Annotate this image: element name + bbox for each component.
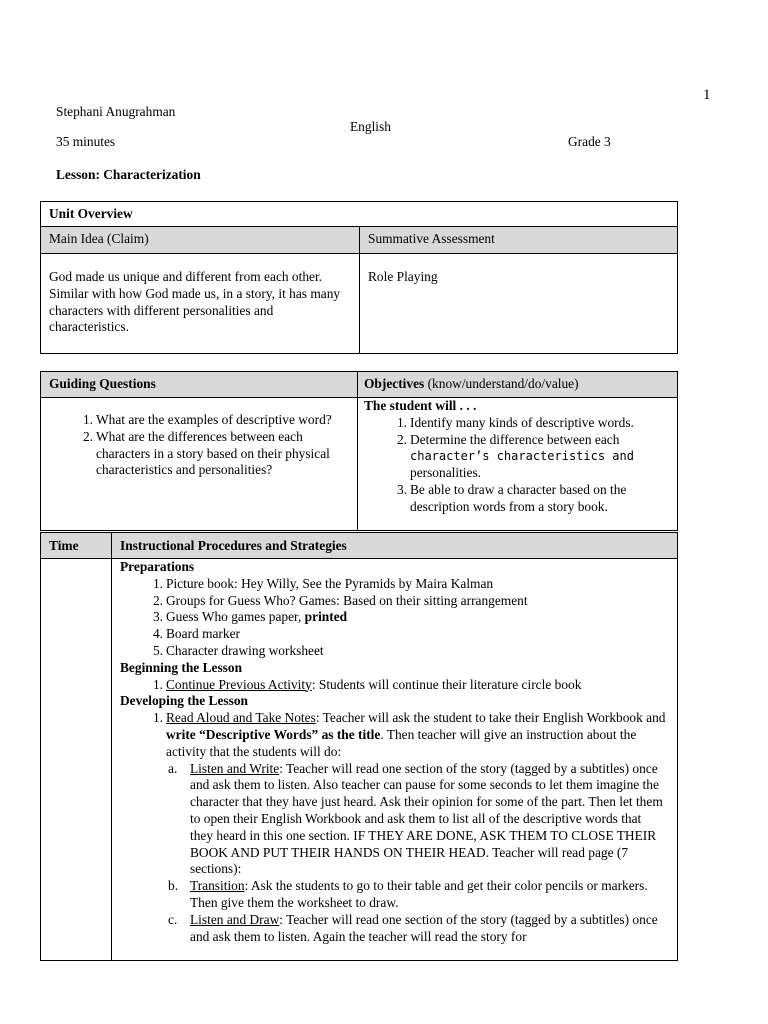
developing-sublist (120, 761, 667, 946)
list-item: 3. Guess Who games paper, printed (152, 609, 348, 625)
list-item: 1. Picture book: Hey Willy, See the Pyramids by Maira Kalman (152, 575, 494, 591)
procedures-table (40, 532, 678, 961)
procedures-cell (112, 559, 678, 961)
main-idea-header (41, 227, 360, 254)
student-will-label: The student will . . . (364, 398, 477, 413)
beginning-list (120, 677, 667, 694)
list-item: 2. What are the differences between each characters in a story based on their physical characteristics and personalities? (82, 428, 330, 478)
unit-overview-table (40, 201, 678, 354)
list-item: 1. Identify many kinds of descriptive words. (396, 414, 634, 430)
list-item: 2. Groups for Guess Who? Games: Based on their sitting arrangement (152, 592, 528, 608)
unit-overview-heading-text: Unit Overview (49, 206, 133, 221)
preparations-list (120, 576, 667, 660)
objectives-sub: (know/understand/do/value) (424, 376, 579, 391)
guiding-questions-cell (41, 398, 358, 531)
list-item: b. Transition: Ask the students to go to their table and get their color pencils or markers. Then give them the worksheet to draw. (168, 878, 648, 910)
preparations-heading: Preparations (120, 559, 195, 574)
guiding-table (40, 371, 678, 531)
list-item: 1. Read Aloud and Take Notes: Teacher will ask the student to take their English Workbook and write “Descriptive Words” as the title. Then teacher will give an instruction about the activity that the students will do: (152, 710, 666, 759)
guiding-questions-header (41, 372, 358, 398)
main-idea-text: God made us unique and different from each other. Similar with how God made us, in a story, it has many characters with different personalities and characteristics. (49, 269, 341, 335)
list-item: a. Listen and Write: Teacher will read one section of the story (tagged by a subtitles) once and ask them to listen. Also teacher can pause for some seconds to let them imagine the character that they have just heard. Ask their opinion for some of the part. Then let them to open their English Workbook and ask them to list all of the descriptive words that they heard in this one section. IF THEY ARE DONE, ASK THEM TO CLOSE THEIR BOOK AND PUT THEIR HANDS ON THEIR HEAD. Teacher will read page (7 sections): (168, 760, 663, 877)
developing-heading: Developing the Lesson (120, 693, 248, 709)
developing-list (120, 710, 667, 760)
unit-overview-heading (41, 202, 678, 227)
list-item: 1. What are the examples of descriptive word? (82, 412, 332, 427)
objectives-label: Objectives (364, 376, 425, 391)
lesson-title: Lesson: Characterization (56, 167, 201, 182)
page-number: 1 (703, 87, 711, 103)
beginning-heading: Beginning the Lesson (120, 659, 243, 675)
guiding-questions-label: Guiding Questions (49, 376, 156, 391)
assessment-label: Summative Assessment (368, 231, 495, 246)
list-item: 5. Character drawing worksheet (152, 642, 324, 658)
list-item: c. Listen and Draw: Teacher will read one section of the story (tagged by a subtitles) once and ask them to listen. Again the teacher will read the story for (168, 911, 658, 944)
procedures-label: Instructional Procedures and Strategies (120, 538, 347, 553)
assessment-cell (360, 254, 678, 354)
subject-label: English (350, 119, 391, 134)
grade-label: Grade 3 (568, 134, 611, 149)
time-label: Time (49, 538, 79, 553)
guiding-questions-list (82, 412, 351, 479)
main-idea-label: Main Idea (Claim) (49, 231, 149, 246)
objectives-header (358, 372, 678, 398)
duration-label: 35 minutes (56, 134, 116, 149)
list-item: 3. Be able to draw a character based on the description words from a story book. (396, 481, 627, 514)
assessment-text: Role Playing (368, 269, 438, 284)
time-cell (41, 559, 112, 961)
objectives-list (364, 415, 673, 516)
list-item: 2. Determine the difference between each character’s characteristics and personalities. (396, 431, 634, 481)
assessment-header (360, 227, 678, 254)
author-name: Stephani Anugrahman (56, 104, 176, 119)
list-item: 4. Board marker (152, 626, 240, 642)
time-header (41, 533, 112, 559)
list-item: 1. Continue Previous Activity: Students will continue their literature circle book (152, 676, 582, 692)
main-idea-cell (41, 254, 360, 354)
objectives-cell (358, 398, 678, 531)
procedures-header (112, 533, 678, 559)
